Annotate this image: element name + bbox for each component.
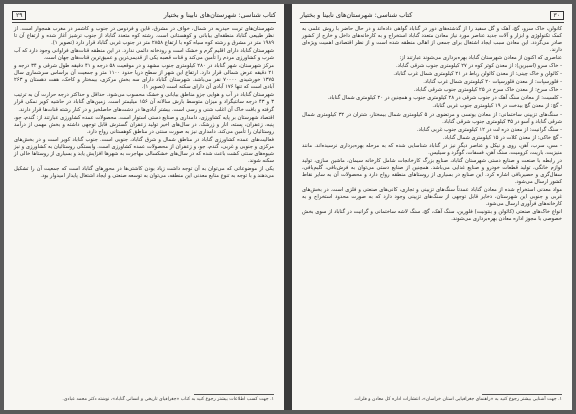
right-paragraph: کانولن، خاک سرو، گچ، آهک و گل سفید را از گذشته‌های دور در گناباد گواهی داده‌اند و در حال حاضر با روش علمی به کمک تکنولوژی و ابزار و آلات جدید عناصر مورد نیاز معادن متعدد گناباد استخراج و به کارخانه‌های داخل و خارج از کشور صادر می‌گردد. این معادن سبب ایجاد اشتغال برای جمعی از اهالی منطقه شده است و از نظر اقتصادی اهمیت ویژه‌ای دارند. (302, 26, 562, 54)
right-list-item: - خاک سرخ: از معدن خاک سرخ در ۲۵ کیلومتری جنوب شرقی گناباد. (413, 87, 562, 94)
left-footnote: ۱. جهت کسب اطلاعات بیشتر رجوع کنید به کتاب «جغرافیای تاریخی و انسانی گناباد»، نوشته دکتر محمد عبادی. (62, 397, 274, 402)
right-footnote-rule (482, 394, 562, 395)
right-paragraph: - مس، سرب، آهن، روی و نیکل و عناصر دیگر نیز در گناباد شناسایی شده که به مرحله بهره‌برداری نرسیده‌اند. مانند منیزیت، باریت، کرومیت، سنگ آهن، فسفات، گوگرد و سیلیس. (302, 142, 562, 156)
left-header-rule (12, 22, 276, 23)
right-paragraph: در رابطه با صنعت و صنایع دستی شهرستان گناباد، صنایع بزرگ کارخانجات شامل کارخانه سیمان، ماشین سازی، تولید لوازم خانگی، تولید قطعات خودرو و صنایع غذایی می‌باشد. همچنین از صنایع دستی می‌توان به فرش‌بافی، گلیم‌بافی، سفال‌گری و حصیربافی اشاره کرد. این صنایع در بسیاری از روستاهای منطقه رواج دارد و محصولات آن به سایر نقاط کشور ارسال می‌شود. (302, 157, 562, 185)
right-list-item: - خاک سرو (اسیرین): از معدن کوثر کوه در ۲۷ کیلومتری جنوب شرقی گناباد. (396, 63, 562, 70)
right-page-number: ۳۰ (550, 11, 564, 20)
left-paragraph: شهرستان گناباد در آب و هوایی جزو مناطق بیابانی و خشک محسوب می‌شود. حداقل و حداکثر درجه حرارت آن به ترتیب ۳ و ۴۳ درجه سانتیگراد و میزان متوسط بارش سالانه آن ۱۵۶ میلیمتر است. زمین‌های گناباد در حاشیه کویر نمکی قرار گرفته و بافت خاک آن اغلب شنی و رسی است. بیشتر آبادی‌ها در دشت‌های حاصلخیز و در کنار رشته قنات‌ها قرار دارند. (14, 92, 274, 113)
right-list-item: - فلورسپات: از معدن فلورسپات ۲۰ کیلومتری شمال غرب گناباد. (423, 79, 562, 86)
right-header-rule (300, 22, 564, 23)
left-page (4, 4, 284, 410)
left-paragraph: فعالیت‌های عمده کشاورزی گناباد در مناطق شمال و شرق گناباد، جنوبی است. جنوب گناباد کویر است و در بخش‌های مرکزی و جنوبی و غربی، گندم، جو، و زعفران از محصولات عمده کشاورزی است. وابستگی روستائیان به کشاورزی و نیز شیوه‌های سنتی کشت باعث شده که در سال‌های خشکسالی مهاجرت به شهرها افزایش یابد و بسیاری از روستاها خالی از سکنه شوند. (14, 136, 274, 164)
left-paragraph: شهرستان‌های تربت حیدریه در شمال، خواف در مشرق، قاین و فردوس در جنوب و کاشمر در مغرب همجوار است. از نظر طبیعی گناباد منطقه‌ای بیابانی و کوهستانی است. رشته کوه متعدد گناباد از جنوب ترشیز آغاز شده و ارتفاع آن تا ۱۹۸۹ متر در مشرق و رشته کوه سیاه کوه با ارتفاع ۲۸۵۸ متر در جنوب غربی گناباد قرار دارد (تصویر ۱). (14, 26, 274, 47)
right-paragraph: انواع خاک‌های صنعتی (کائولن و بنتونیت) فلورین، سنگ آهک، گچ، سنگ لاشه ساختمانی و گرانیت در گناباد از سوی بخش خصوصی با مجوز اداره معادن بهره‌برداری می‌شوند. (302, 209, 562, 223)
left-paragraph: شهرستان گناباد دارای اقلیم گرم و خشک است و رودخانه دائمی ندارد. در این منطقه قنات‌های فراوانی وجود دارد که آب شرب و کشاورزی مردم را تأمین می‌کند و قنات قصبه یکی از قدیمی‌ترین و عمیق‌ترین قنات‌های جهان است. (14, 48, 274, 62)
left-page-header (12, 9, 276, 21)
book-gutter (284, 4, 292, 410)
right-list-item: - گچ: از معدن گچ بیدخت در ۱۹ کیلومتری جنوب غربی گناباد. (432, 103, 562, 110)
left-paragraph: مرکز شهرستان، شهر گناباد در ۲۸۰ کیلومتری جنوب مشهد و در موقعیت ۵۸ درجه و ۴۱ دقیقه طول شرقی و ۳۴ درجه و ۲۱ دقیقه عرض شمالی قرار دارد. ارتفاع این شهر از سطح دریا حدود ۱۱۰۰ متر و جمعیت آن براساس سرشماری سال ۱۳۷۵ خورشیدی ۷۰۰۰۰ نفر می‌باشد. شهرستان گناباد دارای سه بخش مرکزی، بیمختار و کاخک، هفت دهستان و ۲۶۳ آبادی است که تنها ۱۷۶ آبادی آن دارای سکنه است (تصویر ۱). (14, 63, 274, 91)
left-paragraph: اقتصاد شهرستان بر پایه کشاورزی، دامداری و صنایع دستی استوار است. محصولات عمده کشاورزی عبارتند از: گندم، جو، پنبه، زعفران، پسته، انار و زرشک. در سال‌های اخیر تولید زعفران گسترش قابل توجهی داشته و بخش مهمی از درآمد روستائیان را تأمین می‌کند. دامداری نیز به صورت سنتی در مناطق کوهستانی رواج دارد. (14, 114, 274, 135)
right-list-item: - کائولن و خاک چینی: از معدن کائولن رباط در ۲۱ کیلومتری شمال غرب گناباد. (393, 71, 562, 78)
right-page-header (300, 9, 564, 21)
right-page-body (302, 26, 562, 224)
right-footnote: ۱. جهت آشنایی بیشتر رجوع کنید به «راهنمای جغرافیایی استان خراسان»، انتشارات اداره کل معادن و فلزات. (353, 397, 562, 402)
left-paragraph: یکی از موضوعاتی که می‌توان به آن توجه داشت زیاد بودن کاشتی‌ها در محورهای گناباد است که جمعیت آن را تشکیل می‌دهند و با توجه به تنوع منابع معدنی این منطقه، می‌توان به توسعه صنعتی و ایجاد اشتغال پایدار امیدوار بود. (14, 165, 274, 179)
left-page-body (14, 26, 274, 181)
left-page-title: کتاب شناسی: شهرستان‌های نابینا و بختیار (163, 11, 276, 19)
right-page-title: کتاب شناسی: شهرستان‌های نابینا و بختیار (300, 11, 413, 19)
right-page (292, 4, 572, 410)
right-paragraph: عناصری که اکنون از معادن شهرستان گناباد بهره‌برداری می‌شوند عبارتند از: (399, 55, 562, 62)
right-list-item: - سنگ‌های تزیینی ساختمانی: از معادن یونسی و مرتضوی در ۵ کیلومتری شمال بیمختار، شتران در ۳۲ کیلومتری شمال شرقی گناباد و آسو در ۳۵ کیلومتری جنوب شرقی گناباد. (302, 111, 562, 125)
right-list-item: - کلسیت: از معادن سنگ آهک در جنوب شرقی در ۲۸ کیلومتری جنوب و همچنین در ۲۰ کیلومتری شمال گناباد. (327, 95, 562, 102)
left-footnote-rule (194, 394, 274, 395)
left-page-number: ۲۹ (12, 11, 26, 20)
right-paragraph: مواد معدنی استخراج شده از معادن گناباد عمدتاً سنگ‌های تزیینی و تجاری، کانی‌های صنعتی و فلزی است. در بخش‌های غربی و جنوبی این شهرستان، ذخایر قابل توجهی از سنگ‌های تزیینی وجود دارد که به صورت محدود استخراج و به کارخانه‌های فرآوری ارسال می‌شود. (302, 186, 562, 208)
right-list-item: - سنگ گرانیت: از معدن دره لت در ۱۲ کیلومتری جنوب غربی گناباد. (416, 126, 562, 133)
right-list-item: - گچ خاکی: از معدن کلات در ۱۵ کیلومتری شمال گناباد. (442, 134, 562, 141)
